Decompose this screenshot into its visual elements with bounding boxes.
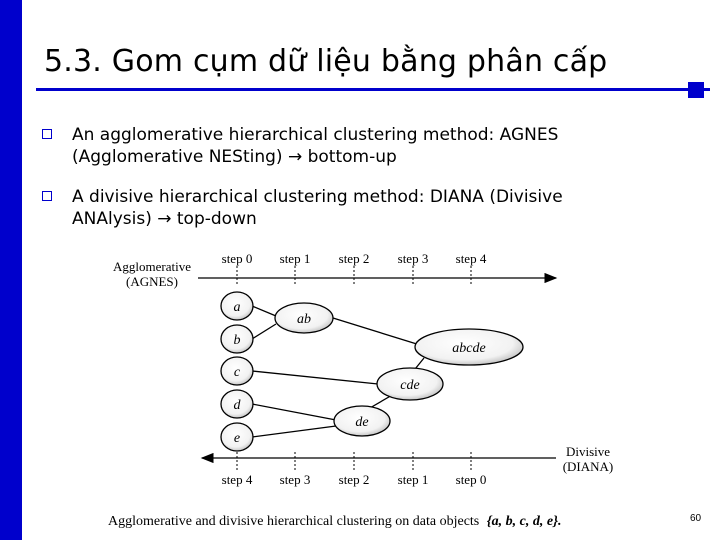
top-step-label: step 3 bbox=[397, 251, 429, 266]
object-node-e bbox=[221, 423, 253, 451]
cluster-label: ab bbox=[297, 312, 311, 327]
bottom-step-label: step 1 bbox=[397, 472, 429, 487]
diagram-caption bbox=[108, 514, 561, 529]
top-step-label: step 0 bbox=[221, 251, 253, 266]
diana-label-abbrev: (DIANA) bbox=[562, 459, 614, 474]
object-node-d bbox=[221, 390, 253, 418]
object-label: b bbox=[233, 333, 241, 348]
top-step-label: step 2 bbox=[338, 251, 370, 266]
diana-label: Divisive bbox=[565, 444, 611, 459]
object-label: d bbox=[233, 398, 241, 413]
caption-object-set: {a, b, c, d, e}. bbox=[486, 514, 562, 529]
object-label: e bbox=[233, 431, 241, 446]
cluster-node-de bbox=[334, 406, 390, 436]
cluster-label: de bbox=[355, 415, 369, 430]
bottom-step-label: step 2 bbox=[338, 472, 370, 487]
bottom-step-label: step 4 bbox=[221, 472, 253, 487]
bullet-line: A divisive hierarchical clustering method: DIANA (Divisive bbox=[72, 187, 563, 207]
bottom-step-label: step 3 bbox=[279, 472, 311, 487]
top-step-label: step 1 bbox=[279, 251, 311, 266]
object-node-a bbox=[221, 292, 253, 320]
cluster-label: cde bbox=[400, 378, 420, 393]
page-number: 60 bbox=[690, 513, 702, 524]
cluster-node-abcde bbox=[415, 329, 523, 365]
slide-title: 5.3. Gom cụm dữ liệu bằng phân cấp bbox=[44, 44, 608, 79]
bullet-line: (Agglomerative NESting) → bottom-up bbox=[72, 147, 397, 167]
bullet-line: ANAlysis) → top-down bbox=[72, 209, 257, 229]
object-label: c bbox=[233, 365, 241, 380]
object-label: a bbox=[233, 300, 241, 315]
bottom-step-label: step 0 bbox=[455, 472, 487, 487]
bullet-line: An agglomerative hierarchical clustering method: AGNES bbox=[72, 125, 559, 145]
top-step-label: step 4 bbox=[455, 251, 487, 266]
cluster-node-cde bbox=[377, 368, 443, 400]
object-node-c bbox=[221, 357, 253, 385]
agnes-label: Agglomerative bbox=[113, 259, 191, 274]
agnes-label-abbrev: (AGNES) bbox=[126, 274, 178, 289]
top-step-ticks bbox=[237, 266, 471, 284]
caption-text: Agglomerative and divisive hierarchical clustering on data objects bbox=[108, 514, 480, 529]
cluster-label: abcde bbox=[452, 341, 486, 356]
cluster-node-ab bbox=[275, 303, 333, 333]
object-node-b bbox=[221, 325, 253, 353]
bottom-step-ticks bbox=[237, 452, 471, 470]
